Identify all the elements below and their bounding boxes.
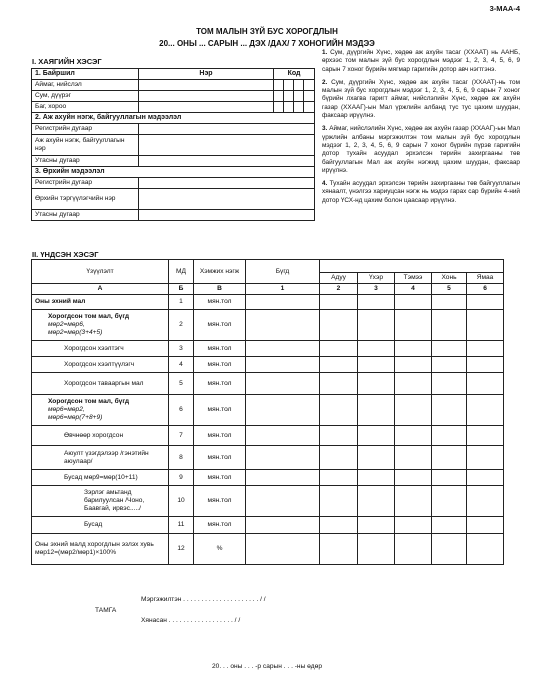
table-row <box>32 486 504 517</box>
cattle-header: Үхэр <box>358 272 395 283</box>
row-label: Хорогдсон хээлтэгч <box>32 341 169 357</box>
location-header: 1. Байршил <box>32 69 139 80</box>
table-row <box>32 395 504 426</box>
row-label: Хорогдсон том мал, бүгд мөр2=мөр6, мөр2=мөр(3+4+5) <box>32 310 169 341</box>
row-label: Оны эхний малд хорогдлын эзлэх хувь мөр12=(мөр2/мөр1)×100% <box>32 534 169 565</box>
indicator-header: Үзүүлэлт <box>32 260 169 284</box>
row-unit: мян.тол <box>194 486 246 517</box>
note-item: 1. Сум, дүүргийн Хүнс, хөдөө аж ахуйн тасаг (ХХААТ) нь ААНБ, өрхээс том малын зүй бус хорогдлын мэдээг 1, 2, 3, 4, 5, 6, 9 сарын 7 хоног бүрийн мягмар гаригийн дотор авч нэгтгэнэ. <box>322 49 520 73</box>
section1-heading: I. ХАЯГИЙН ХЭСЭГ <box>32 57 102 66</box>
household-row-label: Өрхийн тэргүүлэгчийн нэр <box>32 189 139 210</box>
row-label: Бусад мөр9=мөр(10+11) <box>32 470 169 486</box>
horse-header: Адуу <box>320 272 358 283</box>
address-row-label: Аймаг, нийслэл <box>32 80 139 91</box>
address-name-field[interactable] <box>139 80 274 91</box>
col-code: 3 <box>358 284 395 295</box>
note-item: 2. Сум, дүүргийн Хүнс, хөдөө аж ахуйн тасаг (ХХААТ)-нь том малын зүй бус хорогдлын мэдээг 1, 2, 3, 4, 5, 6, 9 сарын 7 хоног бүрийн лхагва гаригт аймаг, нийслэлийн Хүнс, хөдөө аж ахуйн газар (ХХААГ)-ын Мал үржлийн албанд тус тус цахим шуудан, факсаар ирүүлнэ. <box>322 78 520 120</box>
row-label: Өвчнөөр хорогдсон <box>32 426 169 446</box>
table-row <box>32 446 504 470</box>
prepared-by-line: Мэргэжилтэн . . . . . . . . . . . . . . . . . . . . . / / <box>141 596 266 603</box>
row-unit: мян.тол <box>194 295 246 310</box>
form-code: 3-МАА-4 <box>489 4 520 13</box>
row-md: 2 <box>169 310 194 341</box>
unit-header: Хэмжих нэгж <box>194 260 246 284</box>
row-unit: мян.тол <box>194 517 246 534</box>
address-name-field[interactable] <box>139 102 274 113</box>
table-row <box>32 426 504 446</box>
code-header: Код <box>274 69 315 80</box>
col-code: 5 <box>432 284 467 295</box>
md-header: МД <box>169 260 194 284</box>
table-row <box>32 517 504 534</box>
address-table <box>31 68 315 221</box>
table-row <box>32 534 504 565</box>
org-heading: 2. Аж ахуйн нэгж, байгууллагын мэдээлэл <box>32 113 315 124</box>
col-code: Б <box>169 284 194 295</box>
address-row-label: Баг, хороо <box>32 102 139 113</box>
household-field[interactable] <box>139 210 315 221</box>
org-row-label: Аж ахуйн нэгж, байгууллагын нэр <box>32 135 139 156</box>
row-md: 5 <box>169 373 194 395</box>
row-md: 12 <box>169 534 194 565</box>
row-unit: мян.тол <box>194 470 246 486</box>
row-unit: мян.тол <box>194 395 246 426</box>
row-unit: мян.тол <box>194 426 246 446</box>
table-row <box>32 357 504 373</box>
note-item: 4. Тухайн асуудал эрхэлсэн төрийн захиргааны төв байгууллагын хянаалт, үнэлгээ хариуцсан нэгж нь мэдээ гарах сар бүрийн 4-ний дотор ҮСХ-нд цахим болон цаасаар ирүүлнэ. <box>322 180 520 204</box>
row-md: 1 <box>169 295 194 310</box>
main-table <box>31 259 504 565</box>
row-unit: % <box>194 534 246 565</box>
date-line: 20. . . оны . . . -р сарын . . . -ны өдөр <box>212 663 322 670</box>
address-row-label: Сум, дүүрэг <box>32 91 139 102</box>
table-row <box>32 470 504 486</box>
col-code: 2 <box>320 284 358 295</box>
row-label: Хорогдсон том мал, бүгд мөр6=мөр2, мөр6=мөр(7+8+9) <box>32 395 169 426</box>
household-row-label: Регистрийн дугаар <box>32 178 139 189</box>
table-row <box>32 373 504 395</box>
stamp-label: ТАМГА <box>95 607 117 614</box>
row-unit: мян.тол <box>194 373 246 395</box>
col-code: 6 <box>467 284 504 295</box>
table-row <box>32 310 504 341</box>
household-field[interactable] <box>139 178 315 189</box>
household-row-label: Утасны дугаар <box>32 210 139 221</box>
sheep-header: Хонь <box>432 272 467 283</box>
row-label: Аюулт үзэгдэлээр /гэнэтийн аюулаар/ <box>32 446 169 470</box>
address-name-field[interactable] <box>139 91 274 102</box>
table-row <box>32 295 504 310</box>
org-row-label: Утасны дугаар <box>32 156 139 167</box>
row-md: 6 <box>169 395 194 426</box>
form-subtitle: 20... ОНЫ ... САРЫН ... ДЭХ /ДАХ/ 7 ХОНОГИЙН МЭДЭЭ <box>159 39 375 48</box>
col-code: В <box>194 284 246 295</box>
row-unit: мян.тол <box>194 357 246 373</box>
row-md: 7 <box>169 426 194 446</box>
row-label: Бусад <box>32 517 169 534</box>
goat-header: Ямаа <box>467 272 504 283</box>
row-label: Оны эхний мал <box>32 295 169 310</box>
row-unit: мян.тол <box>194 341 246 357</box>
total-header: Бүгд <box>246 260 320 284</box>
row-md: 3 <box>169 341 194 357</box>
camel-header: Тэмээ <box>395 272 432 283</box>
checked-by-line: Хянасан . . . . . . . . . . . . . . . . . . / / <box>141 617 241 624</box>
household-field[interactable] <box>139 189 315 210</box>
name-header: Нэр <box>139 69 274 80</box>
row-label: Хорогдсон тавааргын мал <box>32 373 169 395</box>
row-label: Зэрлэг амьтанд барилуулсан /Чоно, Баавгай, ирвэс...../ <box>32 486 169 517</box>
row-label: Хорогдсон хээлтүүлэгч <box>32 357 169 373</box>
col-code: 4 <box>395 284 432 295</box>
row-md: 8 <box>169 446 194 470</box>
org-row-label: Регистрийн дугаар <box>32 124 139 135</box>
col-code: А <box>32 284 169 295</box>
form-title: ТОМ МАЛЫН ЗҮЙ БУС ХОРОГДЛЫН <box>196 27 338 36</box>
table-row <box>32 341 504 357</box>
row-md: 4 <box>169 357 194 373</box>
section2-heading: II. ҮНДСЭН ХЭСЭГ <box>32 250 99 259</box>
row-unit: мян.тол <box>194 310 246 341</box>
note-item: 3. Аймаг, нийслэлийн Хүнс, хөдөө аж ахуйн газар (ХХААГ)-ын Мал үржлийн албаны мэргэжилтэн том малын зүй бус хорогдлын мэдээг 1, 2, 3, 4, 5, 6, 9 сарын 7 хоног бүрийн пүрэв гаригийн дотор тухайн асуудал эрхэлсэн төрийн захиргааны төв байгууллагын Мал аж ахуйн нэгжид цахим шуудан, факсаар ирүүлнэ. <box>322 125 521 174</box>
col-code: 1 <box>246 284 320 295</box>
org-field[interactable] <box>139 135 315 156</box>
row-md: 9 <box>169 470 194 486</box>
row-md: 10 <box>169 486 194 517</box>
row-md: 11 <box>169 517 194 534</box>
instructions <box>322 49 520 210</box>
org-field[interactable] <box>139 156 315 167</box>
org-field[interactable] <box>139 124 315 135</box>
household-heading: 3. Өрхийн мэдээлэл <box>32 167 315 178</box>
row-unit: мян.тол <box>194 446 246 470</box>
